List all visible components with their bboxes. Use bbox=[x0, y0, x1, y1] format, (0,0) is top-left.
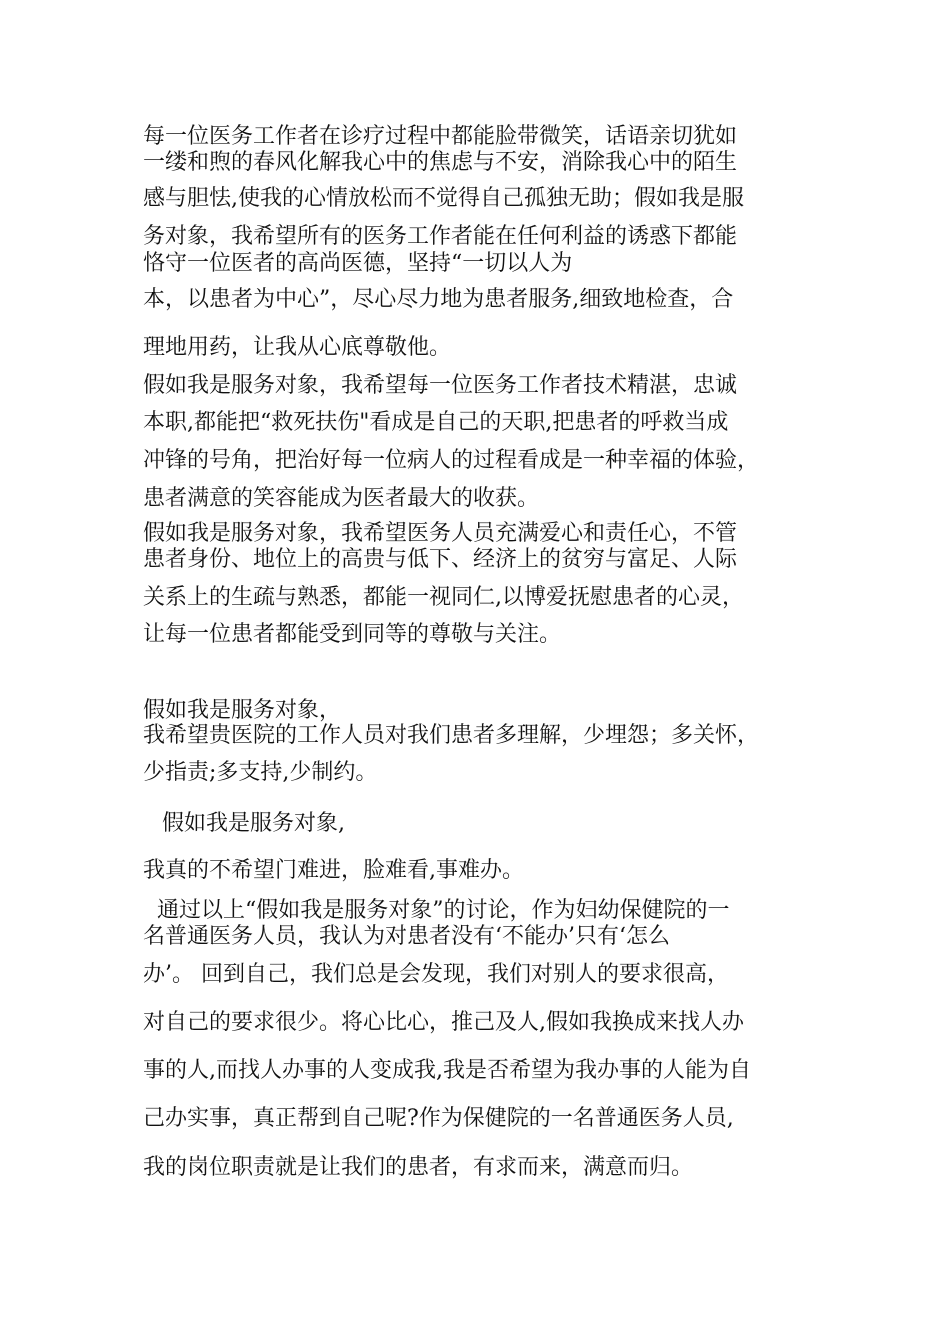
text-line: 让每一位患者都能受到同等的尊敬与关注。 bbox=[143, 622, 562, 647]
text-line: 冲锋的号角，把治好每一位病人的过程看成是一种幸福的体验， bbox=[143, 448, 760, 473]
text-line: 感与胆怯,使我的心情放松而不觉得自己孤独无助；假如我是服 bbox=[143, 186, 744, 211]
text-line: 己办实事，真正帮到自己呢?作为保健院的一名普通医务人员, bbox=[143, 1106, 734, 1131]
text-line: 我希望贵医院的工作人员对我们患者多理解，少埋怨；多关怀， bbox=[143, 723, 760, 748]
text-line: 本职,都能把“救死扶伤"看成是自己的天职,把患者的呼救当成 bbox=[143, 410, 729, 435]
text-line: 患者身份、地位上的高贵与低下、经济上的贫穷与富足、人际 bbox=[143, 547, 738, 572]
text-line: 务对象，我希望所有的医务工作者能在任何利益的诱惑下都能 bbox=[143, 224, 738, 249]
text-line: 理地用药，让我从心底尊敬他。 bbox=[143, 335, 452, 360]
text-line: 假如我是服务对象，我希望每一位医务工作者技术精湛，忠诚 bbox=[143, 373, 738, 398]
text-line: 通过以上“假如我是服务对象”的讨论，作为妇幼保健院的一 bbox=[157, 898, 730, 923]
text-line: 我的岗位职责就是让我们的患者，有求而来，满意而归。 bbox=[143, 1155, 694, 1180]
text-line: 假如我是服务对象，我希望医务人员充满爱心和责任心，不管 bbox=[143, 521, 738, 546]
text-line: 少指责;多支持,少制约。 bbox=[143, 760, 378, 785]
text-line: 每一位医务工作者在诊疗过程中都能脸带微笑，话语亲切犹如 bbox=[143, 124, 738, 149]
text-line: 假如我是服务对象, bbox=[162, 811, 345, 836]
text-line: 我真的不希望门难进，脸难看,事难办。 bbox=[143, 858, 524, 883]
text-line: 对自己的要求很少。将心比心，推己及人,假如我换成来找人办 bbox=[143, 1010, 744, 1035]
text-line: 名普通医务人员，我认为对患者没有‘不能办’只有‘怎么 bbox=[143, 924, 670, 949]
text-line: 事的人,而找人办事的人变成我,我是否希望为我办事的人能为自 bbox=[143, 1058, 751, 1083]
text-line: 患者满意的笑容能成为医者最大的收获。 bbox=[143, 486, 540, 511]
text-line: 一缕和煦的春风化解我心中的焦虑与不安，消除我心中的陌生 bbox=[143, 150, 738, 175]
text-line: 恪守一位医者的高尚医德，坚持“一切以人为 bbox=[143, 251, 573, 276]
text-line: 关系上的生疏与熟悉，都能一视同仁,以博爱抚慰患者的心灵， bbox=[143, 585, 744, 610]
text-line: 办’。 回到自己，我们总是会发现，我们对别人的要求很高， bbox=[143, 962, 729, 987]
text-line: 假如我是服务对象， bbox=[143, 698, 342, 723]
text-line: 本，以患者为中心”，尽心尽力地为患者服务,细致地检查，合 bbox=[143, 287, 734, 312]
